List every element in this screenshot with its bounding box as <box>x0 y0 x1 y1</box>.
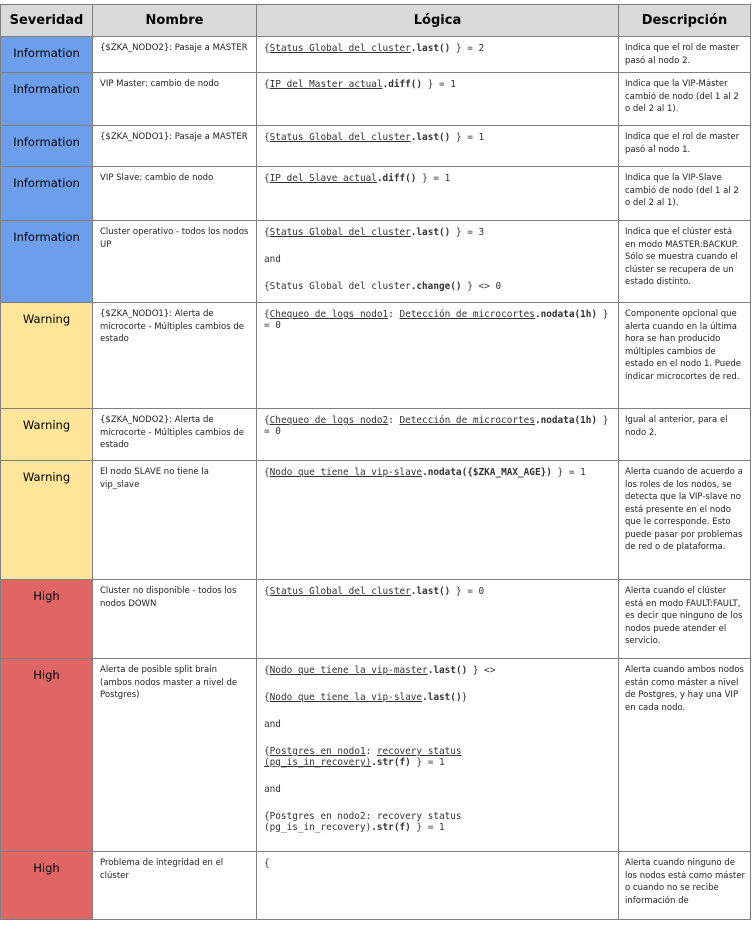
description-cell: Componente opcional que alerta cuando en la última hora se han producido múltiples cambios de estado en el nodo 1. Puede indicar microcortes de red. <box>619 303 751 409</box>
logic-cell: {IP del Slave actual.diff() } = 1 <box>257 167 619 221</box>
name-cell: {$ZKA_NODO1}: Alerta de microcorte - Múltiples cambios de estado <box>93 303 257 409</box>
name-cell: VIP Slave: cambio de nodo <box>93 167 257 221</box>
logic-cell: { <box>257 852 619 920</box>
alerts-table <box>0 4 751 920</box>
table-row <box>1 221 751 303</box>
description-cell: Alerta cuando ninguno de los nodos está como máster o cuando no se recibe información de <box>619 852 751 920</box>
name-cell: {$ZKA_NODO2}: Alerta de microcorte - Múltiples cambios de estado <box>93 409 257 461</box>
logic-cell: {Nodo que tiene la vip-slave.nodata({$ZKA_MAX_AGE}) } = 1 <box>257 461 619 580</box>
table-row <box>1 303 751 409</box>
table-row <box>1 461 751 580</box>
logic-cell: {Chequeo de logs nodo1: Detección de microcortes.nodata(1h) } = 0 <box>257 303 619 409</box>
description-cell: Indica que la VIP-Máster cambió de nodo (del 1 al 2 o del 2 al 1). <box>619 73 751 126</box>
header-logica: Lógica <box>257 5 619 37</box>
severity-cell: High <box>1 580 93 659</box>
table-row <box>1 659 751 852</box>
logic-cell: {Status Global del cluster.last() } = 3 and {Status Global del cluster.change() } <> 0 <box>257 221 619 303</box>
logic-cell: {Chequeo de logs nodo2: Detección de microcortes.nodata(1h) } = 0 <box>257 409 619 461</box>
logic-cell: {Status Global del cluster.last() } = 2 <box>257 37 619 73</box>
severity-cell: Information <box>1 221 93 303</box>
severity-cell: Warning <box>1 461 93 580</box>
table-row <box>1 409 751 461</box>
severity-cell: Warning <box>1 409 93 461</box>
description-cell: Indica que la VIP-Slave cambió de nodo (del 1 al 2 o del 2 al 1). <box>619 167 751 221</box>
header-descripcion: Descripción <box>619 5 751 37</box>
logic-cell: {Status Global del cluster.last() } = 0 <box>257 580 619 659</box>
severity-cell: Information <box>1 126 93 167</box>
description-cell: Alerta cuando de acuerdo a los roles de los nodos, se detecta que la VIP-slave no está presente en el nodo que le corresponde. Esto puede pasar por problemas de red o de plataforma. <box>619 461 751 580</box>
name-cell: Alerta de posible split brain (ambos nodos master a nivel de Postgres) <box>93 659 257 852</box>
logic-cell: {IP del Master actual.diff() } = 1 <box>257 73 619 126</box>
table-row <box>1 580 751 659</box>
severity-cell: Information <box>1 73 93 126</box>
table-row <box>1 167 751 221</box>
description-cell: Alerta cuando ambos nodos están como máster a nivel de Postgres, y hay una VIP en cada nodo. <box>619 659 751 852</box>
table-row <box>1 73 751 126</box>
severity-cell: Warning <box>1 303 93 409</box>
name-cell: {$ZKA_NODO1}: Pasaje a MASTER <box>93 126 257 167</box>
severity-cell: High <box>1 852 93 920</box>
description-cell: Alerta cuando el clúster está en modo FAULT:FAULT, es decir que ninguno de los nodos puede atender el servicio. <box>619 580 751 659</box>
name-cell: Cluster operativo - todos los nodos UP <box>93 221 257 303</box>
logic-cell: {Status Global del cluster.last() } = 1 <box>257 126 619 167</box>
description-cell: Indica que el clúster está en modo MASTER:BACKUP. Sólo se muestra cuando el clúster se recupera de un estado distinto. <box>619 221 751 303</box>
name-cell: Cluster no disponible - todos los nodos DOWN <box>93 580 257 659</box>
severity-cell: Information <box>1 37 93 73</box>
name-cell: El nodo SLAVE no tiene la vip_slave <box>93 461 257 580</box>
name-cell: {$ZKA_NODO2}: Pasaje a MASTER <box>93 37 257 73</box>
name-cell: VIP Master: cambio de nodo <box>93 73 257 126</box>
logic-cell: {Nodo que tiene la vip-master.last() } <> {Nodo que tiene la vip-slave.last()} and {Postgres en nodo1: recovery status (pg_is_in_recovery).str(f) } = 1 and {Postgres en nodo2: recovery status (pg_is_in_recovery).str(f) } = 1 <box>257 659 619 852</box>
table-row <box>1 852 751 920</box>
header-severidad: Severidad <box>1 5 93 37</box>
description-cell: Indica que el rol de master pasó al nodo 2. <box>619 37 751 73</box>
table-header-row <box>1 5 751 37</box>
description-cell: Indica que el rol de master pasó al nodo 1. <box>619 126 751 167</box>
severity-cell: High <box>1 659 93 852</box>
severity-cell: Information <box>1 167 93 221</box>
description-cell: Igual al anterior, para el nodo 2. <box>619 409 751 461</box>
name-cell: Problema de integridad en el clúster <box>93 852 257 920</box>
header-nombre: Nombre <box>93 5 257 37</box>
table-row <box>1 126 751 167</box>
table-row <box>1 37 751 73</box>
